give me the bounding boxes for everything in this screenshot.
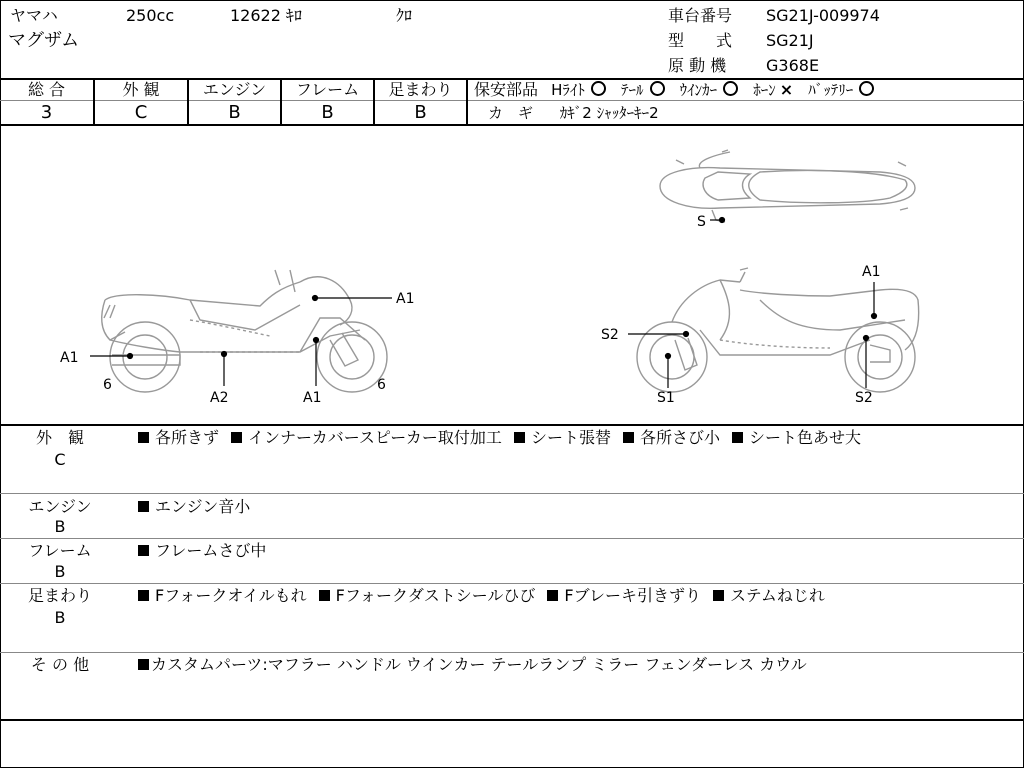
remark-frame-category: フレーム: [28, 541, 92, 560]
bullet-icon: [138, 432, 149, 443]
model-name: マグザム: [8, 30, 80, 51]
remark-exterior-items: [138, 428, 873, 448]
mileage: 12622 ｷﾛ: [230, 6, 302, 25]
grade-exterior-label: 外 観: [122, 80, 160, 99]
safety-label: 保安部品: [474, 80, 539, 99]
grade-col-sep-5: [466, 78, 468, 126]
grade-overall-label: 総 合: [27, 80, 66, 99]
remark-engine-grade: B: [54, 517, 66, 536]
label-right-s1: S1: [657, 390, 675, 406]
safety-item-battery: ﾊﾞｯﾃﾘｰ: [808, 81, 854, 99]
remark-suspension-items: [138, 586, 837, 606]
bullet-icon: [623, 432, 634, 443]
bullet-icon: [319, 590, 330, 601]
remark-item: エンジン音小: [155, 497, 251, 516]
remark-suspension-category: 足まわり: [27, 586, 92, 605]
grade-engine-value: B: [228, 102, 241, 123]
safety-item-headlight: Hﾗｲﾄ: [551, 81, 585, 99]
key-label: カ ギ: [488, 104, 534, 122]
remark-item: Fフォークダストシールひび: [335, 586, 536, 605]
remark-engine-items: [138, 497, 262, 517]
label-right-a1: A1: [862, 264, 881, 280]
divider-grades-mid: [0, 100, 466, 101]
remark-engine-category: エンジン: [28, 497, 92, 516]
remark-other-text-row: [138, 655, 807, 675]
scooter-right-view: [637, 268, 919, 392]
bullet-icon: [138, 545, 149, 556]
grade-exterior-value: C: [134, 102, 148, 123]
safety-item-winker: ｳｲﾝｶｰ: [679, 81, 718, 99]
safety-row: [474, 80, 884, 100]
label-left-six-b: 6: [377, 377, 386, 393]
remark-item: 各所きず: [155, 428, 220, 447]
grade-overall-value: 3: [40, 102, 53, 123]
divider-safety-mid: [466, 100, 1024, 101]
scooter-top-view: [660, 150, 915, 222]
label-right-s2-bottom: S2: [855, 390, 873, 406]
remark-exterior-grade: C: [54, 450, 66, 469]
displacement: 250cc: [126, 6, 175, 25]
remark-item: シート色あせ大: [748, 428, 861, 447]
safety-item-horn: ﾎｰﾝ: [753, 81, 776, 99]
ok-mark-icon: [859, 81, 874, 96]
engine-label: 原 動 機: [668, 56, 727, 75]
color: ｸﾛ: [396, 6, 413, 25]
type-value: SG21J: [766, 31, 814, 50]
divider-remark-1: [0, 493, 1024, 494]
remark-item: シート張替: [530, 428, 611, 447]
ok-mark-icon: [723, 81, 738, 96]
bullet-icon: [732, 432, 743, 443]
grade-frame-value: B: [321, 102, 334, 123]
divider-diagram-bottom: [0, 424, 1024, 426]
divider-remark-2: [0, 538, 1024, 539]
frame-no-label: 車台番号: [668, 6, 733, 25]
remark-item: Fブレーキ引きずり: [564, 586, 701, 605]
divider-footer: [0, 719, 1024, 721]
grade-suspension-value: B: [414, 102, 427, 123]
remark-item: インナーカバースピーカー取付加工: [248, 428, 502, 447]
remark-item: 各所さび小: [639, 428, 720, 447]
key-value: ｶｷﾞ2 ｼｬｯﾀｰｷｰ2: [559, 104, 659, 122]
grade-frame-label: フレーム: [295, 80, 360, 99]
grade-engine-label: エンジン: [202, 80, 267, 99]
remark-frame-items: [138, 541, 278, 561]
type-label: 型 式: [668, 31, 733, 50]
bullet-icon: [231, 432, 242, 443]
bullet-icon: [514, 432, 525, 443]
remark-exterior-category: 外 観: [35, 428, 84, 447]
engine-value: G368E: [766, 56, 820, 75]
label-left-six-a: 6: [103, 377, 112, 393]
remark-item: Fフォークオイルもれ: [155, 586, 307, 605]
damage-diagram: [0, 126, 1024, 424]
divider-remark-3: [0, 583, 1024, 584]
safety-item-taillight: ﾃｰﾙ: [620, 81, 644, 99]
label-right-s2-left: S2: [601, 327, 619, 343]
bullet-icon: [713, 590, 724, 601]
ok-mark-icon: [650, 81, 665, 96]
remark-other-text: カスタムパーツ:マフラー ハンドル ウインカー テールランプ ミラー フェンダーレス カウル: [151, 655, 807, 674]
divider-remark-4: [0, 652, 1024, 653]
scooter-left-view: [102, 270, 387, 392]
ng-mark-icon: ×: [779, 80, 794, 99]
bullet-icon: [138, 590, 149, 601]
label-top-s: S: [697, 214, 706, 230]
frame-no-value: SG21J-009974: [766, 6, 880, 25]
remark-item: ステムねじれ: [729, 586, 825, 605]
grade-suspension-label: 足まわり: [388, 80, 453, 99]
ok-mark-icon: [591, 81, 606, 96]
label-left-a1-top: A1: [396, 291, 415, 307]
maker-name: ヤマハ: [10, 6, 58, 25]
remark-item: フレームさび中: [155, 541, 267, 560]
label-left-a2: A2: [210, 390, 229, 406]
label-left-a1-bottom: A1: [303, 390, 322, 406]
remark-suspension-grade: B: [54, 608, 66, 627]
label-left-a1-rear: A1: [60, 350, 79, 366]
key-row: [488, 103, 659, 123]
bullet-icon: [138, 501, 149, 512]
bullet-icon: [138, 659, 149, 670]
bullet-icon: [547, 590, 558, 601]
remark-other-category: そ の 他: [30, 655, 90, 674]
remark-frame-grade: B: [54, 562, 66, 581]
